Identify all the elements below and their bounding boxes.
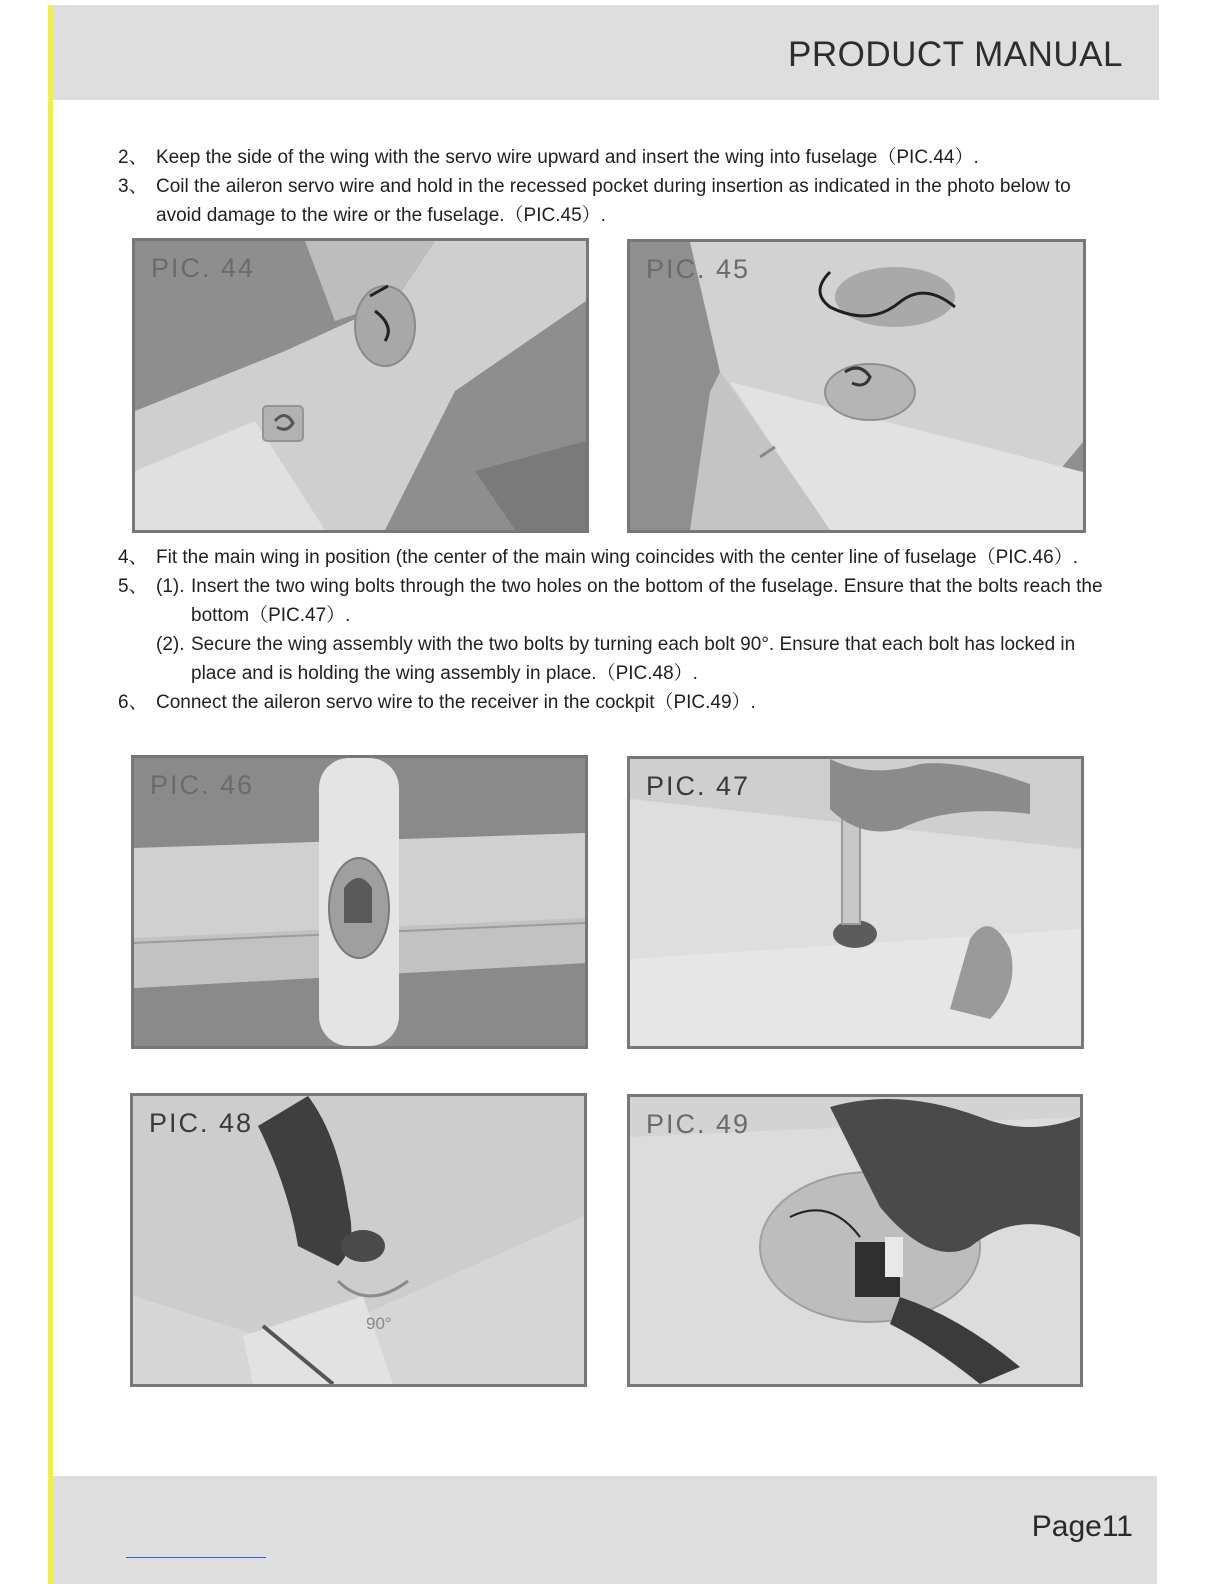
- photo-label: PIC. 46: [150, 770, 255, 800]
- photo-pic-47: [627, 756, 1084, 1049]
- page-header: [53, 5, 1159, 100]
- page-number: Page11: [1031, 1510, 1133, 1543]
- instruction-step-2: [118, 143, 1118, 172]
- photo-label: PIC. 48: [149, 1108, 254, 1138]
- substep-text: Insert the two wing bolts through the two holes on the bottom of the fuselage. Ensure that the bolts reach the bottom（PIC.47）.: [191, 576, 1103, 626]
- servo-wire-coiled-in-pocket-photo: [630, 242, 1083, 530]
- page-edge-stripe: [48, 5, 53, 1584]
- wing-bolt-insertion-photo: [630, 759, 1081, 1046]
- receiver-connection-photo: [630, 1097, 1080, 1384]
- substep-text: Secure the wing assembly with the two bolts by turning each bolt 90°. Ensure that each bolt has locked in place and is holding the wing assembly in place.（PIC.48）.: [191, 634, 1076, 684]
- instruction-step-6: [118, 688, 1118, 717]
- step-number: 4、: [118, 547, 148, 568]
- photo-label: PIC. 45: [646, 254, 751, 284]
- step-number: 5、: [118, 576, 148, 597]
- photo-pic-49: [627, 1094, 1083, 1387]
- photo-pic-46: [131, 755, 588, 1049]
- instruction-substep-5-2: [156, 630, 1118, 688]
- photo-label: PIC. 49: [646, 1109, 751, 1139]
- photo-pic-48: [130, 1093, 587, 1387]
- instruction-step-4: [118, 543, 1118, 572]
- wing-bolt-turning-photo: [133, 1096, 584, 1384]
- page-title: PRODUCT MANUAL: [787, 35, 1123, 74]
- substep-number: (2).: [156, 634, 185, 655]
- step-text: Coil the aileron servo wire and hold in the recessed pocket during insertion as indicated in the photo below to avoid damage to the wire or the fuselage.（PIC.45）.: [156, 176, 1071, 226]
- step-text: Keep the side of the wing with the servo wire upward and insert the wing into fuselage（PIC.44）.: [156, 147, 979, 168]
- photo-pic-44: [132, 238, 589, 533]
- footer-link-underline[interactable]: [126, 1557, 266, 1558]
- wing-inserted-into-fuselage-photo: [135, 241, 586, 530]
- main-wing-centered-on-fuselage-photo: [134, 758, 585, 1046]
- instruction-step-3: [118, 172, 1118, 230]
- step-number: 3、: [118, 176, 148, 197]
- instruction-step-5: [118, 572, 1118, 688]
- step-number: 2、: [118, 147, 148, 168]
- instruction-steps-top: [118, 143, 1118, 230]
- step-number: 6、: [118, 692, 148, 713]
- substep-number: (1).: [156, 576, 185, 597]
- photo-pic-45: [627, 239, 1086, 533]
- photo-label: PIC. 47: [646, 771, 751, 801]
- instruction-substep-5-1: [156, 572, 1118, 630]
- page-footer: [53, 1476, 1157, 1584]
- step-text: Fit the main wing in position (the center of the main wing coincides with the center line of fuselage（PIC.46）.: [156, 547, 1078, 568]
- step-text: Connect the aileron servo wire to the receiver in the cockpit（PIC.49）.: [156, 692, 756, 713]
- rotation-angle-note: 90°: [366, 1314, 392, 1333]
- instruction-steps-bottom: [118, 543, 1118, 717]
- photo-label: PIC. 44: [151, 253, 256, 283]
